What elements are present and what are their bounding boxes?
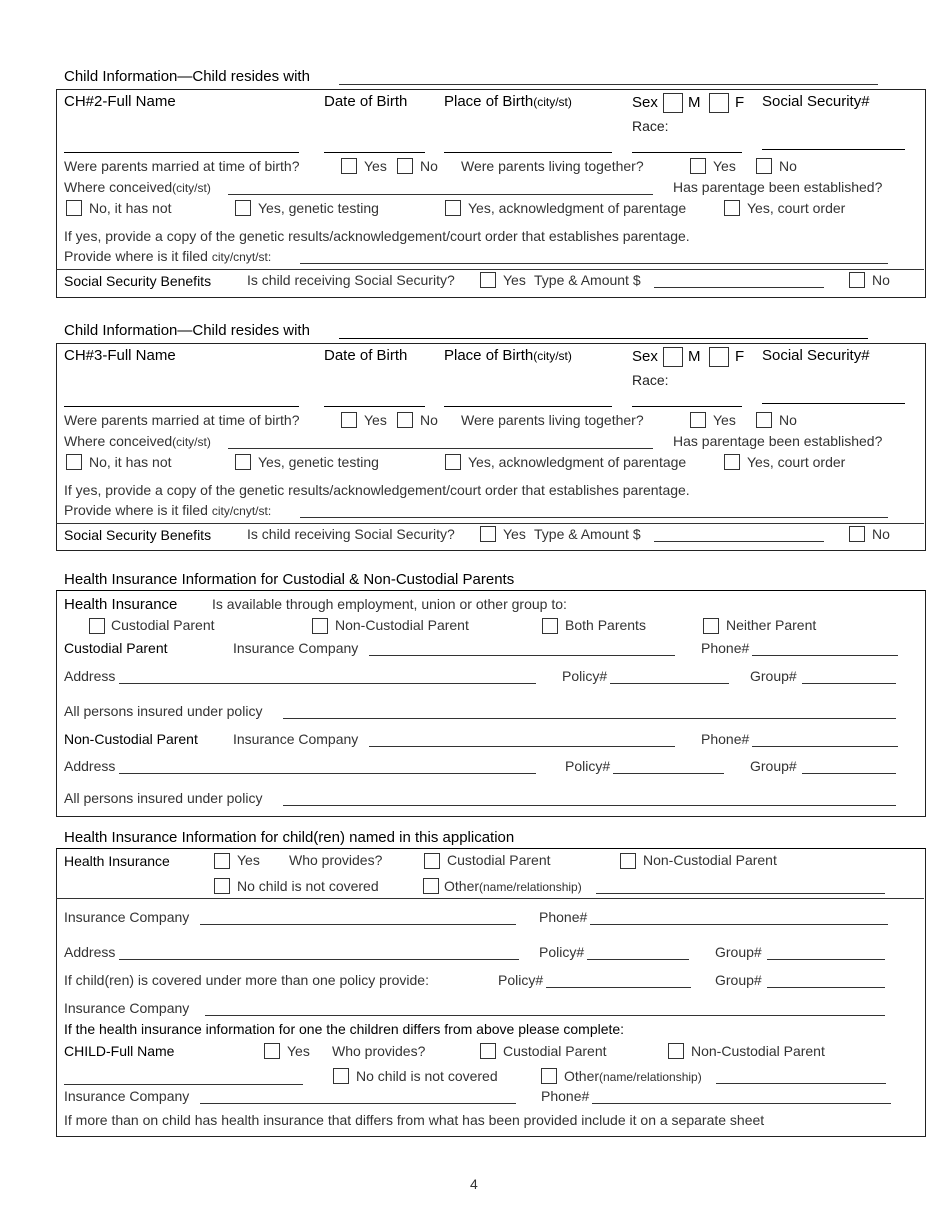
parentage-ack-checkbox[interactable] xyxy=(445,454,461,470)
covered-yes-label: Yes xyxy=(237,852,260,868)
parentage-not-checkbox[interactable] xyxy=(66,454,82,470)
all-persons-label: All persons insured under policy xyxy=(64,790,263,806)
policy-field[interactable] xyxy=(610,683,729,684)
phone-label: Phone# xyxy=(541,1088,590,1104)
group-label: Group# xyxy=(750,668,797,684)
ss-yes-label: Yes xyxy=(503,272,526,288)
ins-company-label: Insurance Company xyxy=(64,909,190,925)
ss-divider xyxy=(56,269,924,270)
sex-label: Sex xyxy=(632,94,658,111)
ins-company-field[interactable] xyxy=(369,655,675,656)
sex-f-label: F xyxy=(735,348,745,365)
ins-company-field[interactable] xyxy=(200,1103,516,1104)
married-question: Were parents married at time of birth? xyxy=(64,158,300,174)
parentage-question: Has parentage been established? xyxy=(673,433,883,449)
ss-benefits-label: Social Security Benefits xyxy=(64,527,212,543)
other-field[interactable] xyxy=(716,1083,886,1084)
covered-yes-checkbox[interactable] xyxy=(264,1043,280,1059)
sex-m-checkbox[interactable] xyxy=(663,347,683,367)
differs-note: If the health insurance information for one the children differs from above please complete: xyxy=(64,1021,625,1037)
ins-company-label: Insurance Company xyxy=(233,731,359,747)
sex-m-label: M xyxy=(688,348,701,365)
parentage-genetic-label: Yes, genetic testing xyxy=(258,200,379,216)
sex-m-label: M xyxy=(688,94,701,111)
separate-sheet-note: If more than on child has health insurance that differs from what has been provided include it on a separate sheet xyxy=(64,1112,765,1128)
custodial-label: Custodial Parent xyxy=(111,617,215,633)
ss-yes-checkbox[interactable] xyxy=(480,272,496,288)
both-checkbox[interactable] xyxy=(542,618,558,634)
married-no-label: No xyxy=(420,412,438,428)
not-covered-label: No child is not covered xyxy=(237,878,379,894)
dob-field[interactable] xyxy=(324,152,425,153)
ssn-label: Social Security# xyxy=(762,347,870,364)
married-no-label: No xyxy=(420,158,438,174)
phone-label: Phone# xyxy=(539,909,588,925)
group-field[interactable] xyxy=(802,773,896,774)
ins-company-field[interactable] xyxy=(369,746,675,747)
group-field[interactable] xyxy=(802,683,896,684)
ins-company-label: Insurance Company xyxy=(64,1088,190,1104)
policy-label: Policy# xyxy=(565,758,611,774)
address-field[interactable] xyxy=(119,959,519,960)
married-no-checkbox[interactable] xyxy=(397,158,413,174)
race-label: Race: xyxy=(632,118,669,134)
married-yes-label: Yes xyxy=(364,158,387,174)
living-no-checkbox[interactable] xyxy=(756,158,772,174)
parentage-question: Has parentage been established? xyxy=(673,179,883,195)
other-checkbox[interactable] xyxy=(541,1068,557,1084)
ins-company-label: Insurance Company xyxy=(64,1000,190,1016)
noncustodial-label: Non-Custodial Parent xyxy=(335,617,469,633)
race-field[interactable] xyxy=(632,406,742,407)
custodial-checkbox[interactable] xyxy=(480,1043,496,1059)
page-number: 4 xyxy=(470,1176,478,1192)
custodial-label: Custodial Parent xyxy=(503,1043,607,1059)
not-covered-checkbox[interactable] xyxy=(333,1068,349,1084)
sex-m-checkbox[interactable] xyxy=(663,93,683,113)
pob-label: Place of Birth(city/st) xyxy=(444,93,572,110)
parentage-genetic-checkbox[interactable] xyxy=(235,200,251,216)
ss-no-checkbox[interactable] xyxy=(849,272,865,288)
ss-benefits-label: Social Security Benefits xyxy=(64,273,212,289)
ss-question: Is child receiving Social Security? xyxy=(247,272,455,288)
married-yes-checkbox[interactable] xyxy=(341,158,357,174)
phone-label: Phone# xyxy=(701,731,750,747)
ss-yes-label: Yes xyxy=(503,526,526,542)
living-no-label: No xyxy=(779,412,797,428)
available-text: Is available through employment, union or other group to: xyxy=(212,596,567,612)
policy-label: Policy# xyxy=(562,668,608,684)
ins-company-label: Insurance Company xyxy=(233,640,359,656)
noncustodial-label: Non-Custodial Parent xyxy=(691,1043,825,1059)
address-field[interactable] xyxy=(119,683,536,684)
type-amount-label: Type & Amount $ xyxy=(534,272,641,288)
conceived-field[interactable] xyxy=(228,194,653,195)
type-amount-field[interactable] xyxy=(654,541,824,542)
ss-no-label: No xyxy=(872,272,890,288)
resides-with-field[interactable] xyxy=(339,84,878,85)
living-no-label: No xyxy=(779,158,797,174)
full-name-label: CH#2-Full Name xyxy=(64,93,176,110)
married-question: Were parents married at time of birth? xyxy=(64,412,300,428)
living-yes-checkbox[interactable] xyxy=(690,158,706,174)
parentage-genetic-checkbox[interactable] xyxy=(235,454,251,470)
all-persons-field[interactable] xyxy=(283,805,896,806)
full-name-field[interactable] xyxy=(64,406,299,407)
full-name-label: CH#3-Full Name xyxy=(64,347,176,364)
dob-label: Date of Birth xyxy=(324,347,408,364)
parentage-genetic-label: Yes, genetic testing xyxy=(258,454,379,470)
child-insurance-divider xyxy=(56,898,924,899)
health-insurance-label: Health Insurance xyxy=(64,596,178,613)
group-field[interactable] xyxy=(767,959,885,960)
policy-field[interactable] xyxy=(546,987,691,988)
other-checkbox[interactable] xyxy=(423,878,439,894)
copy-note: If yes, provide a copy of the genetic results/acknowledgement/court order that establishes parentage. xyxy=(64,482,690,498)
copy-note: If yes, provide a copy of the genetic results/acknowledgement/court order that establishes parentage. xyxy=(64,228,690,244)
filed-field[interactable] xyxy=(300,517,888,518)
type-amount-field[interactable] xyxy=(654,287,824,288)
resides-with-field[interactable] xyxy=(339,338,868,339)
race-field[interactable] xyxy=(632,152,742,153)
noncustodial-checkbox[interactable] xyxy=(668,1043,684,1059)
phone-field[interactable] xyxy=(590,924,888,925)
who-provides-label: Who provides? xyxy=(289,852,383,868)
parentage-ack-checkbox[interactable] xyxy=(445,200,461,216)
custodial-checkbox[interactable] xyxy=(424,853,440,869)
custodial-label: Custodial Parent xyxy=(447,852,551,868)
pob-field[interactable] xyxy=(444,152,612,153)
phone-field[interactable] xyxy=(752,746,898,747)
pob-label: Place of Birth(city/st) xyxy=(444,347,572,364)
conceived-field[interactable] xyxy=(228,448,653,449)
parentage-court-label: Yes, court order xyxy=(747,454,846,470)
living-yes-checkbox[interactable] xyxy=(690,412,706,428)
parentage-not-label: No, it has not xyxy=(89,200,172,216)
noncustodial-label: Non-Custodial Parent xyxy=(643,852,777,868)
ss-divider xyxy=(56,523,924,524)
child-name-field[interactable] xyxy=(64,1084,303,1085)
living-question: Were parents living together? xyxy=(461,158,644,174)
not-covered-checkbox[interactable] xyxy=(214,878,230,894)
phone-field[interactable] xyxy=(752,655,898,656)
noncustodial-parent-label: Non-Custodial Parent xyxy=(64,731,198,747)
address-label: Address xyxy=(64,668,116,684)
group-label: Group# xyxy=(715,944,762,960)
other-field[interactable] xyxy=(596,893,885,894)
living-question: Were parents living together? xyxy=(461,412,644,428)
group-field[interactable] xyxy=(767,987,885,988)
address-field[interactable] xyxy=(119,773,536,774)
full-name-field[interactable] xyxy=(64,152,299,153)
filed-field[interactable] xyxy=(300,263,888,264)
address-label: Address xyxy=(64,944,116,960)
child3-heading: Child Information—Child resides with xyxy=(64,322,310,339)
covered-yes-checkbox[interactable] xyxy=(214,853,230,869)
living-yes-label: Yes xyxy=(713,412,736,428)
phone-field[interactable] xyxy=(592,1103,891,1104)
parentage-court-label: Yes, court order xyxy=(747,200,846,216)
policy-label: Policy# xyxy=(539,944,585,960)
ss-question: Is child receiving Social Security? xyxy=(247,526,455,542)
parentage-ack-label: Yes, acknowledgment of parentage xyxy=(468,454,687,470)
ss-no-checkbox[interactable] xyxy=(849,526,865,542)
parentage-not-checkbox[interactable] xyxy=(66,200,82,216)
group-label: Group# xyxy=(750,758,797,774)
parentage-ack-label: Yes, acknowledgment of parentage xyxy=(468,200,687,216)
neither-checkbox[interactable] xyxy=(703,618,719,634)
race-label: Race: xyxy=(632,372,669,388)
all-persons-label: All persons insured under policy xyxy=(64,703,263,719)
ssn-label: Social Security# xyxy=(762,93,870,110)
custodial-parent-label: Custodial Parent xyxy=(64,640,168,656)
ss-yes-checkbox[interactable] xyxy=(480,526,496,542)
married-no-checkbox[interactable] xyxy=(397,412,413,428)
dob-field[interactable] xyxy=(324,406,425,407)
custodial-checkbox[interactable] xyxy=(89,618,105,634)
sex-f-label: F xyxy=(735,94,745,111)
both-label: Both Parents xyxy=(565,617,646,633)
noncustodial-checkbox[interactable] xyxy=(312,618,328,634)
child-insurance-heading: Health Insurance Information for child(ren) named in this application xyxy=(64,829,515,846)
not-covered-label: No child is not covered xyxy=(356,1068,498,1084)
all-persons-field[interactable] xyxy=(283,718,896,719)
ss-no-label: No xyxy=(872,526,890,542)
child-name-label: CHILD-Full Name xyxy=(64,1043,175,1059)
policy-field[interactable] xyxy=(587,959,689,960)
living-yes-label: Yes xyxy=(713,158,736,174)
conceived-label: Where conceived(city/st) xyxy=(64,433,211,449)
more-policy-label: If child(ren) is covered under more than one policy provide: xyxy=(64,972,429,988)
filed-label: Provide where is it filed city/cnyt/st: xyxy=(64,502,272,518)
filed-label: Provide where is it filed city/cnyt/st: xyxy=(64,248,272,264)
parents-insurance-heading: Health Insurance Information for Custodial & Non-Custodial Parents xyxy=(64,571,515,588)
noncustodial-checkbox[interactable] xyxy=(620,853,636,869)
conceived-label: Where conceived(city/st) xyxy=(64,179,211,195)
policy-label: Policy# xyxy=(498,972,544,988)
ins-company-field[interactable] xyxy=(200,924,516,925)
sex-label: Sex xyxy=(632,348,658,365)
parentage-court-checkbox[interactable] xyxy=(724,200,740,216)
married-yes-label: Yes xyxy=(364,412,387,428)
dob-label: Date of Birth xyxy=(324,93,408,110)
ssn-field[interactable] xyxy=(762,149,905,150)
sex-f-checkbox[interactable] xyxy=(709,93,729,113)
sex-f-checkbox[interactable] xyxy=(709,347,729,367)
who-provides-label: Who provides? xyxy=(332,1043,426,1059)
other-label: Other(name/relationship) xyxy=(444,878,582,894)
child2-heading: Child Information—Child resides with xyxy=(64,68,310,85)
group-label: Group# xyxy=(715,972,762,988)
health-insurance-label: Health Insurance xyxy=(64,853,170,869)
type-amount-label: Type & Amount $ xyxy=(534,526,641,542)
ins-company-field[interactable] xyxy=(205,1015,885,1016)
pob-field[interactable] xyxy=(444,406,612,407)
ssn-field[interactable] xyxy=(762,403,905,404)
married-yes-checkbox[interactable] xyxy=(341,412,357,428)
parentage-not-label: No, it has not xyxy=(89,454,172,470)
covered-yes-label: Yes xyxy=(287,1043,310,1059)
address-label: Address xyxy=(64,758,116,774)
other-label: Other(name/relationship) xyxy=(564,1068,702,1084)
policy-field[interactable] xyxy=(613,773,724,774)
neither-label: Neither Parent xyxy=(726,617,817,633)
phone-label: Phone# xyxy=(701,640,750,656)
parentage-court-checkbox[interactable] xyxy=(724,454,740,470)
living-no-checkbox[interactable] xyxy=(756,412,772,428)
